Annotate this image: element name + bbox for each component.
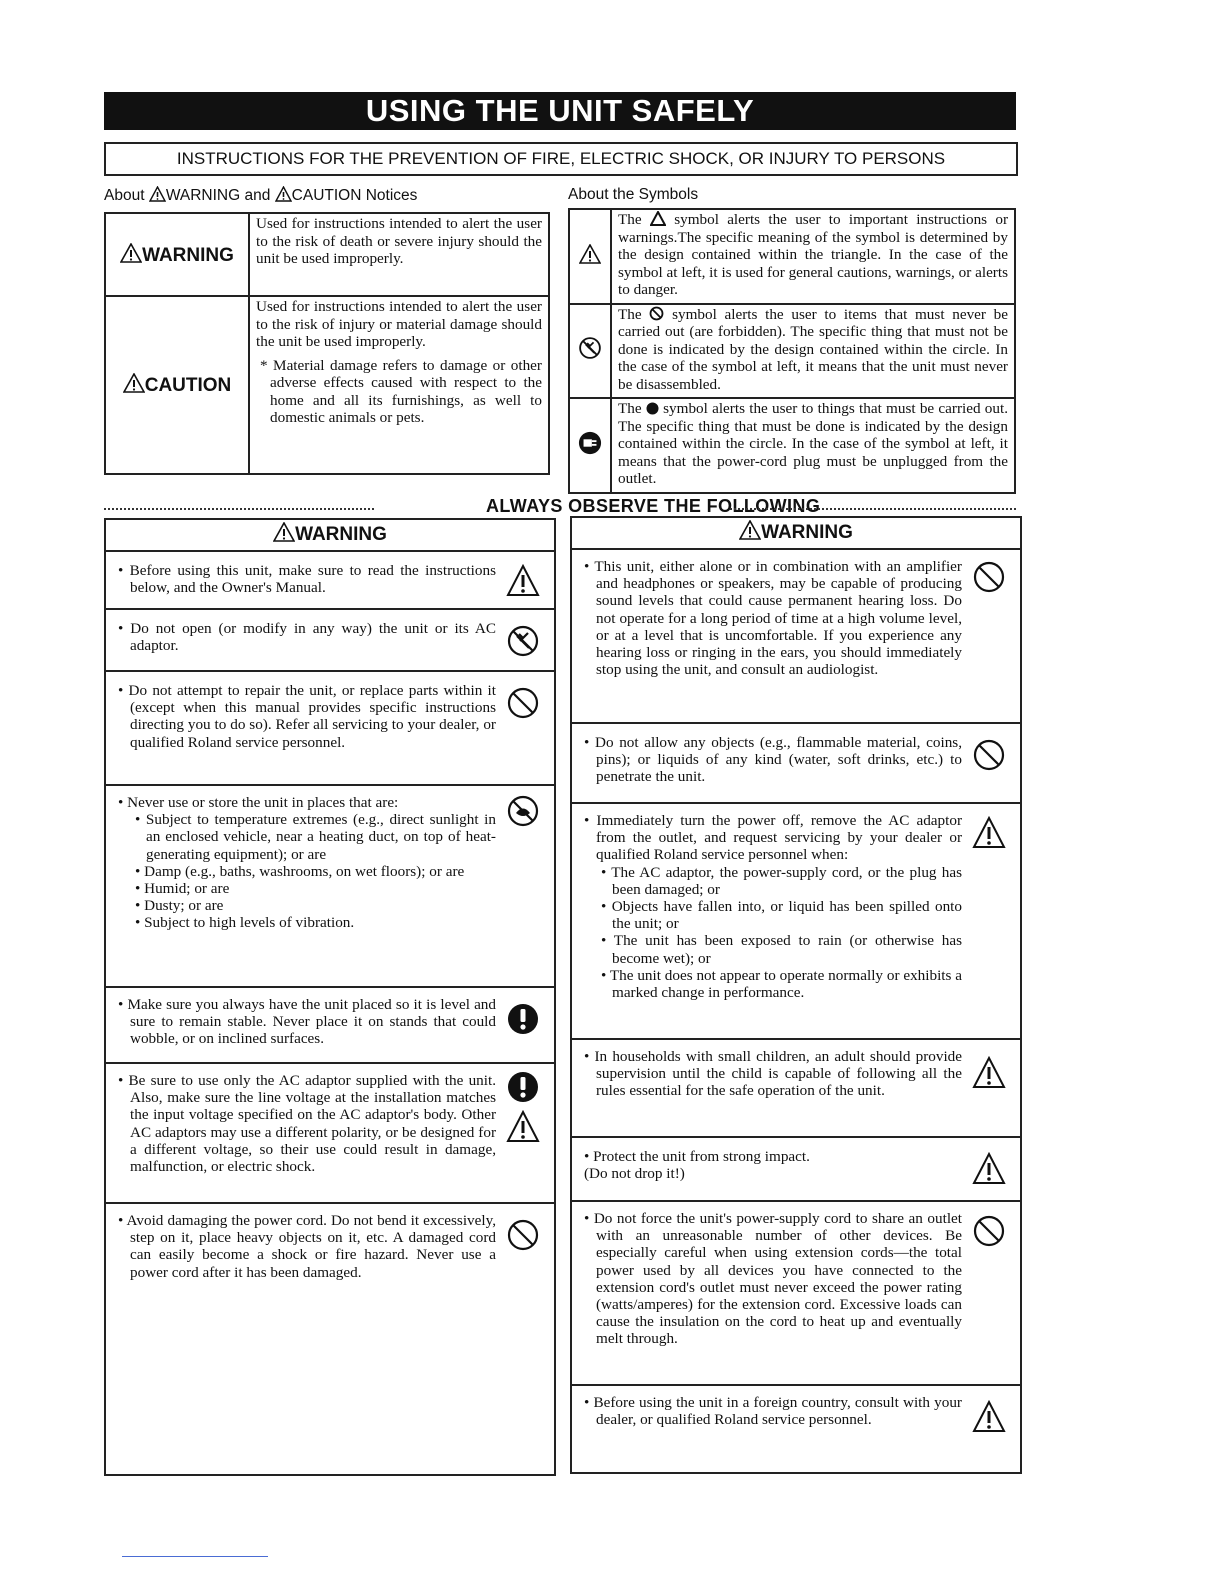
- warning-item-icons: [506, 686, 546, 726]
- notice-note: * Material damage refers to damage or other adverse effects caused with respect to the home and all its furnishings, as well to domestic animals or pets.: [260, 356, 542, 426]
- dotted-divider: [730, 508, 1016, 510]
- warning-item-subline: • Humid; or are: [135, 880, 230, 898]
- notice-label-caution: [105, 296, 249, 474]
- prohibited-icon: [972, 738, 1006, 772]
- notices-heading-and: and: [244, 187, 271, 204]
- warning-item-icons: [506, 564, 546, 604]
- column-heading: [572, 518, 1020, 550]
- page-subtitle: INSTRUCTIONS FOR THE PREVENTION OF FIRE, ELECTRIC SHOCK, OR INJURY TO PERSONS: [104, 142, 1018, 176]
- warning-item-line: • Do not force the unit's power-supply cord to share an outlet with an unreasonable number of other devices. Be especially careful when using extension cords—the total power used by all devices you have connected to the extension cord's outlet must never exceed the power rating (watts/amperes) for the extension cord. Excessive loads can cause the insulation on the cord to heat up and eventually melt through.: [584, 1210, 962, 1348]
- warning-triangle-icon: [275, 186, 292, 202]
- warning-item-line: • Do not open (or modify in any way) the unit or its AC adaptor.: [118, 620, 496, 655]
- warning-item-text: [584, 1148, 962, 1182]
- symbol-desc-text: symbol alerts the user to things that must be carried out. The specific thing that must be done is indicated by the design contained within the circle. In the case of the symbol at left, it means that the power-cord plug must be unplugged from the outlet.: [618, 400, 1009, 487]
- warning-item-subline: • The unit has been exposed to rain (or otherwise has become wet); or: [601, 932, 962, 967]
- page-title: USING THE UNIT SAFELY: [104, 92, 1016, 130]
- warning-triangle-icon: [579, 244, 601, 264]
- warning-item-text: [118, 794, 496, 932]
- warning-item-line: (Do not drop it!): [584, 1165, 685, 1183]
- prohibited-icon: [506, 686, 540, 720]
- warning-item-text: [118, 682, 496, 751]
- warning-item-text: [118, 620, 496, 654]
- warning-item-icons: [506, 1002, 546, 1042]
- warning-triangle-icon: [972, 816, 1006, 850]
- prohibited-icon: [972, 560, 1006, 594]
- warning-item-icons: [972, 1056, 1012, 1096]
- symbol-row-warning: [569, 209, 1015, 304]
- prohibited-symbol-icon: [649, 306, 664, 321]
- warning-item-line: • Before using this unit, make sure to read the instructions below, and the Owner's Manual.: [118, 562, 496, 597]
- warning-item-icons: [972, 816, 1012, 856]
- warning-item-icons: [506, 794, 546, 834]
- warning-item-icons: [972, 738, 1012, 778]
- footer-rule: [122, 1556, 268, 1557]
- symbol-row-prohibited: [569, 304, 1015, 399]
- warning-item: [106, 786, 554, 988]
- warning-item-icons: [972, 1214, 1012, 1254]
- warning-item: [106, 552, 554, 610]
- notice-label-text: WARNING: [142, 244, 234, 266]
- warning-item-line: • Make sure you always have the unit placed so it is level and sure to remain stable. Never place it on stands that could wobble, or on inclined surfaces.: [118, 996, 496, 1048]
- warning-item: [106, 1204, 554, 1482]
- warning-item-line: • Do not attempt to repair the unit, or replace parts within it (except when this manual provides specific instructions directing you to do so). Refer all servicing to your dealer, or qualified Roland service personnel.: [118, 682, 496, 751]
- symbol-cell: [569, 209, 611, 304]
- column-heading-text: WARNING: [295, 524, 387, 545]
- no-disassemble-icon: [578, 336, 602, 360]
- notices-heading-about: About: [104, 187, 145, 204]
- column-heading: [106, 520, 554, 552]
- warning-item-icons: [506, 624, 546, 664]
- warning-item-icons: [972, 1400, 1012, 1440]
- warning-item-icons: [506, 1070, 546, 1150]
- warning-triangle-icon: [120, 243, 142, 263]
- warning-item: [106, 1064, 554, 1204]
- left-warning-column: [104, 518, 556, 1476]
- dotted-divider: [104, 508, 374, 510]
- warning-item-text: [118, 996, 496, 1048]
- symbol-cell: [569, 398, 611, 493]
- notice-desc-warning: Used for instructions intended to alert the user to the risk of death or severe injury should the unit be used improperly.: [249, 213, 549, 296]
- notice-label-warning: [105, 213, 249, 296]
- symbol-desc-text: symbol alerts the user to items that must never be carried out (are forbidden). The specific thing that must not be done is indicated by the design contained within the circle. In the case of the symbol at left, it means that the unit must never be disassembled.: [618, 305, 1009, 393]
- notice-desc-caution: [249, 296, 549, 474]
- warning-item: [572, 1202, 1020, 1386]
- warning-item: [572, 724, 1020, 804]
- warning-triangle-icon: [506, 1110, 540, 1144]
- warning-triangle-icon: [273, 522, 295, 542]
- prohibited-icon: [506, 1218, 540, 1252]
- warning-triangle-icon: [972, 1152, 1006, 1186]
- warning-item-text: [584, 558, 962, 678]
- right-warning-column: [570, 516, 1022, 1474]
- warning-item: [106, 672, 554, 786]
- warning-item-line: • Be sure to use only the AC adaptor supplied with the unit. Also, make sure the line voltage at the installation matches the input voltage specified on the AC adaptor's body. Other AC adaptors may use a different polarity, or be designed for a different voltage, so their use could result in damage, malfunction, or electric shock.: [118, 1072, 496, 1176]
- warning-item-subline: • Damp (e.g., baths, washrooms, on wet floors); or are: [135, 862, 465, 880]
- warning-item: [572, 804, 1020, 1040]
- mandatory-icon: [506, 1070, 540, 1104]
- observe-divider: [104, 496, 1016, 518]
- symbol-desc: [611, 209, 1015, 304]
- warning-item-line: • Immediately turn the power off, remove the AC adaptor from the outlet, and request servicing by your dealer or qualified Roland service personnel when:: [584, 812, 962, 864]
- symbols-heading: About the Symbols: [568, 186, 699, 203]
- no-disassemble-icon: [506, 624, 540, 658]
- no-wet-hands-icon: [506, 794, 540, 828]
- notices-heading-warning: WARNING: [165, 187, 241, 204]
- warning-triangle-icon: [123, 373, 145, 393]
- notices-heading: [104, 186, 417, 205]
- observe-heading: ALWAYS OBSERVE THE FOLLOWING: [486, 496, 821, 516]
- unplug-icon: [578, 431, 602, 455]
- warning-item-line: • Avoid damaging the power cord. Do not bend it excessively, step on it, place heavy objects on it, etc. A damaged cord can easily become a shock or fire hazard. Never use a power cord after it has been damaged.: [118, 1212, 496, 1281]
- warning-item-text: [584, 1394, 962, 1428]
- warning-item: [106, 988, 554, 1064]
- symbol-cell: [569, 304, 611, 399]
- warning-item-subline: • The unit does not appear to operate normally or exhibits a marked change in performance.: [601, 966, 962, 1002]
- warning-item-text: [118, 562, 496, 596]
- warning-item: [572, 1386, 1020, 1482]
- notice-row-warning: [105, 213, 549, 296]
- warning-triangle-icon: [739, 520, 761, 540]
- symbol-desc-text: symbol alerts the user to important instructions or warnings.The specific meaning of the symbol is determined by the design contained within the triangle. In the case of the symbol at left, it is used for general cautions, warnings, or alerts to danger.: [618, 211, 1009, 298]
- warning-item-icons: [506, 1218, 546, 1258]
- warning-item-line: • Do not allow any objects (e.g., flammable material, coins, pins); or liquids of any kind (water, soft drinks, etc.) to penetrate the unit.: [584, 734, 962, 786]
- warning-triangle-icon: [149, 186, 166, 202]
- warning-item-text: [584, 1048, 962, 1100]
- notices-table: [104, 212, 550, 475]
- warning-item-text: [118, 1072, 496, 1175]
- symbol-desc-lead: The: [618, 400, 642, 417]
- warning-item-line: • Never use or store the unit in places that are:: [118, 794, 399, 811]
- column-heading-text: WARNING: [761, 522, 853, 543]
- warning-item-text: [584, 1210, 962, 1348]
- symbol-desc-lead: The: [618, 305, 642, 323]
- symbol-desc: [611, 304, 1015, 399]
- warning-item: [572, 1040, 1020, 1138]
- warning-item-icons: [972, 560, 1012, 600]
- warning-item-icons: [972, 1152, 1012, 1192]
- notices-heading-caution: CAUTION: [291, 187, 362, 204]
- symbol-row-mandatory: [569, 398, 1015, 493]
- triangle-symbol-icon: [650, 211, 666, 226]
- symbol-desc-lead: The: [618, 211, 642, 228]
- symbol-desc: [611, 398, 1015, 493]
- warning-item-subline: • Subject to temperature extremes (e.g., direct sunlight in an enclosed vehicle, near a heating duct, on top of heat-generating equipment); or are: [135, 811, 496, 863]
- mandatory-icon: [506, 1002, 540, 1036]
- filled-circle-symbol-icon: [646, 402, 659, 415]
- warning-item-text: [584, 812, 962, 1001]
- prohibited-icon: [972, 1214, 1006, 1248]
- warning-item: [572, 1138, 1020, 1202]
- notice-row-caution: [105, 296, 549, 474]
- warning-item-text: [118, 1212, 496, 1281]
- warning-triangle-icon: [972, 1056, 1006, 1090]
- warning-item-line: • This unit, either alone or in combination with an amplifier and headphones or speakers, may be capable of producing sound levels that could cause permanent hearing loss. Do not operate for a long period of time at a high volume level, or at a level that is uncomfortable. If you experience any hearing loss or ringing in the ears, you should immediately stop using the unit, and consult an audiologist.: [584, 558, 962, 679]
- symbols-table: [568, 208, 1016, 494]
- warning-item-line: • Before using the unit in a foreign country, consult with your dealer, or qualified Roland service personnel.: [584, 1394, 962, 1429]
- notices-heading-notices: Notices: [365, 187, 418, 204]
- warning-item-line: • In households with small children, an adult should provide supervision until the child is capable of following all the rules essential for the safe operation of the unit.: [584, 1048, 962, 1100]
- warning-item: [106, 610, 554, 672]
- notice-desc-text: Used for instructions intended to alert the user to the risk of injury or material damage should the unit be used improperly.: [256, 298, 542, 350]
- warning-item-subline: • Objects have fallen into, or liquid has been spilled onto the unit; or: [601, 898, 962, 933]
- warning-item-subline: • Dusty; or are: [135, 897, 224, 915]
- warning-item-line: • Protect the unit from strong impact.: [584, 1148, 810, 1165]
- notice-label-text: CAUTION: [144, 375, 232, 396]
- warning-item-subline: • The AC adaptor, the power-supply cord, or the plug has been damaged; or: [601, 863, 962, 898]
- warning-triangle-icon: [972, 1400, 1006, 1434]
- warning-triangle-icon: [506, 564, 540, 598]
- warning-item-subline: • Subject to high levels of vibration.: [135, 914, 355, 932]
- warning-item: [572, 550, 1020, 724]
- warning-item-text: [584, 734, 962, 786]
